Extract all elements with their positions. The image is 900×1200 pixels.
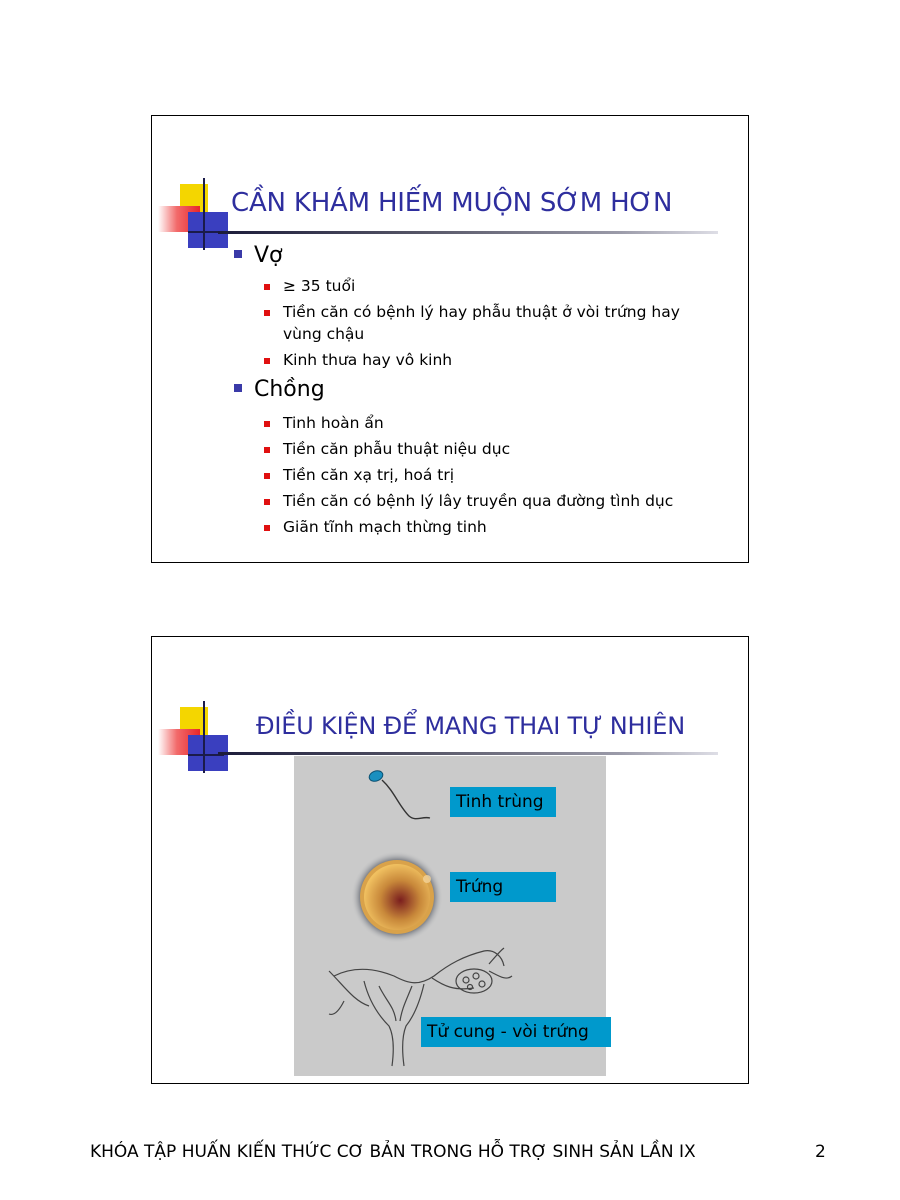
group-label-chong: Chồng: [234, 377, 325, 402]
slide-logo-decoration: [158, 184, 228, 256]
uterus-icon: [324, 946, 514, 1071]
slide-2: [151, 636, 749, 1084]
group-label-vo: Vợ: [234, 243, 283, 268]
slide-2-title: ĐIỀU KIỆN ĐỂ MANG THAI TỰ NHIÊN: [256, 712, 685, 740]
title-rule: [218, 231, 718, 234]
sperm-icon: [364, 766, 444, 826]
label-uterus-tube: Tử cung - vòi trứng: [421, 1017, 611, 1047]
bullet-square: [234, 250, 242, 258]
bullet-square: [234, 384, 242, 392]
page-number: 2: [815, 1142, 826, 1162]
slide-1: CẦN KHÁM HIẾM MUỘN SỚM HƠN Vợ ≥ 35 tuổi Tiền căn có bệnh lý hay phẫu thuật ở vòi trứng hay vùng chậu Kinh thưa hay vô kinh Chồng Tinh hoàn ẩn Tiền căn phẫu thuật niệu dục Tiền căn xạ trị, hoá trị Tiền căn có bệnh lý lây truyền qua đường tình dục Giãn tĩnh mạch thừng tinh: [151, 115, 749, 563]
label-sperm: Tinh trùng: [450, 787, 556, 817]
egg-icon: [349, 851, 449, 946]
page-footer: KHÓA TẬP HUẤN KIẾN THỨC CƠ BẢN TRONG HỖ TRỢ SINH SẢN LẦN IX: [90, 1142, 696, 1162]
slide-logo-decoration: [158, 707, 228, 779]
label-egg: Trứng: [450, 872, 556, 902]
title-rule: [218, 752, 718, 755]
slide-1-title: CẦN KHÁM HIẾM MUỘN SỚM HƠN: [231, 188, 673, 218]
